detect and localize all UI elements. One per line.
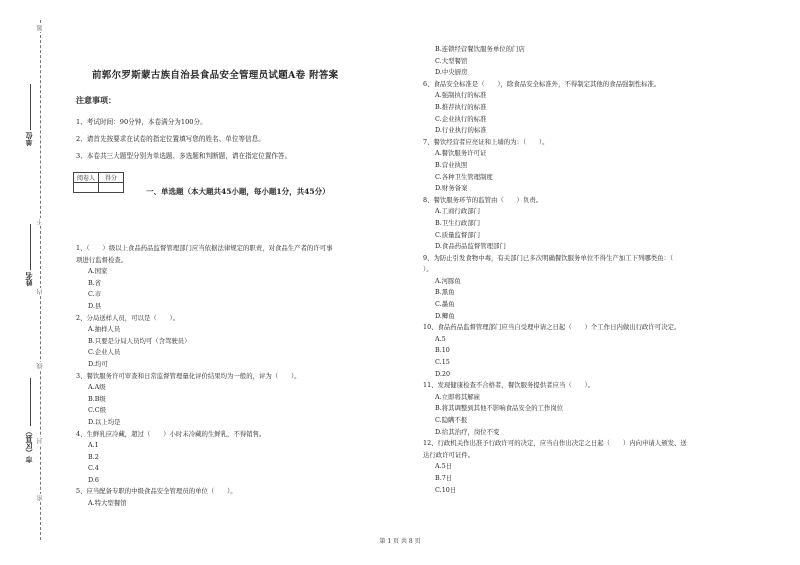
question-text: 项进行监督检查。	[76, 255, 128, 264]
district-field-line[interactable]	[30, 378, 31, 426]
binding-mark: 线	[37, 363, 44, 369]
binding-mark: 不	[37, 219, 44, 225]
notice-item: 1、考试时间：90分钟，本卷满分为100分。	[76, 118, 207, 126]
question-text: 11、发现健康检查不合格者，餐饮服务提供者应当（ ）。	[423, 381, 595, 390]
question-text: ）。	[423, 265, 433, 274]
answer-option: A.国家	[88, 267, 108, 276]
answer-option: C.企业执行的标准	[435, 114, 487, 123]
page-footer: 第 1 页 共 8 页	[379, 538, 421, 545]
section-title: 一、单选题（本大题共45小题，每小题1分，共45分）	[146, 187, 330, 196]
answer-option: C.隐瞒不报	[435, 416, 468, 424]
question-text: 10、食品药品监督管理部门应当自受理申请之日起（ ）个工作日内做出行政许可决定。	[423, 323, 681, 332]
unit-field-line[interactable]	[30, 84, 31, 130]
question-column-left	[76, 243, 333, 510]
answer-option: D.均可	[88, 359, 108, 368]
answer-option: A.1	[88, 441, 99, 450]
answer-option: C.C级	[88, 406, 106, 415]
answer-option: B.推荐执行的标准	[435, 102, 487, 111]
answer-option: B.10	[435, 346, 450, 355]
page-title: 前郭尔罗斯蒙古族自治县食品安全管理员试题A卷 附答案	[92, 70, 339, 81]
answer-option: B.营业执照	[435, 160, 468, 169]
answer-option: B.将其调整到其他不影响食品安全的工作岗位	[435, 404, 564, 413]
answer-option: B.省	[88, 278, 102, 287]
name-label: 姓名	[24, 272, 33, 286]
binding-dashed-line	[40, 20, 41, 540]
answer-option: C.企业人员	[88, 348, 121, 357]
answer-option: A.5日	[435, 462, 453, 471]
answer-option: C.质量监督部门	[435, 230, 481, 239]
answer-option: D.行业执行的标准	[435, 126, 487, 135]
answer-option: C.10日	[435, 485, 457, 494]
question-text: 达行政许可证件。	[423, 450, 475, 459]
answer-option: D.20	[435, 369, 451, 378]
question-text: 9、为防止引发食物中毒，有关部门已多次明确餐饮服务单位不得生产加工下列哪类鱼：（	[423, 253, 674, 262]
answer-option: B.黑鱼	[435, 288, 455, 297]
answer-option: C.4	[88, 464, 99, 473]
question-text: 3、餐饮服务许可审查和日常监督管理量化评价结果均为一般的，评为（ ）。	[76, 371, 301, 380]
answer-option: D.中央厨房	[435, 68, 468, 77]
answer-option: A.河豚鱼	[435, 276, 461, 285]
answer-option: B.只要是分局人员均可（含驾驶员）	[88, 336, 191, 345]
answer-option: C.墨鱼	[435, 300, 455, 309]
notice-heading: 注意事项：	[76, 95, 116, 105]
answer-option: A.餐饮服务许可证	[435, 149, 487, 158]
answer-option: B.2	[88, 452, 99, 461]
notice-item: 3、本卷共三大题型分别为单选题、多选题和判断题，请在指定位置作答。	[76, 152, 292, 160]
question-text: 5、应当配备专职的中级食品安全管理员的单位（ ）。	[76, 487, 237, 496]
answer-option: B.7日	[435, 473, 453, 482]
question-text: 1、（ ）级以上食品药品监督管理部门应当依据法律规定的职责，对食品生产者的许可事	[76, 244, 333, 252]
answer-option: A.立即将其解雇	[435, 392, 480, 401]
score-table	[73, 172, 124, 193]
answer-option: B.连锁经营餐饮服务单位的门店	[435, 45, 525, 53]
reviewer-cell: 阅卷人	[74, 173, 99, 183]
answer-option: D.以上均是	[88, 417, 121, 426]
question-text: 12、行政机关作出准予行政许可的决定，应当自作出决定之日起（ ）内向申请人颁发、送	[423, 439, 687, 448]
question-text: 8、餐饮服务环节的监管由（ ）负责。	[423, 195, 543, 204]
reviewer-input-cell[interactable]	[74, 183, 99, 193]
score-cell: 得分	[99, 173, 124, 183]
answer-option: B.卫生行政部门	[435, 218, 481, 227]
notice-item: 2、请首先按要求在试卷的指定位置填写您的姓名、单位等信息。	[76, 135, 265, 143]
unit-label: 单位	[24, 132, 33, 146]
answer-option: D.县	[88, 301, 102, 310]
binding-mark: 封	[37, 438, 44, 444]
answer-option: A.特大型餐馆	[88, 499, 127, 508]
binding-mark: 密	[37, 495, 44, 501]
question-text: 7、餐饮经营者应亮证和上墙的为：（ ）。	[423, 137, 549, 146]
answer-option: A.抽样人员	[88, 325, 121, 334]
question-text: 4、生鲜乳应冷藏，超过（ ）小时未冷藏的生鲜乳，不得销售。	[76, 429, 266, 438]
score-input-cell[interactable]	[99, 183, 124, 193]
answer-option: A.强制执行的标准	[435, 91, 487, 100]
binding-mark: 题	[37, 25, 44, 31]
name-field-line[interactable]	[30, 224, 31, 270]
answer-option: A.工商行政部门	[435, 207, 480, 216]
answer-option: A.5	[435, 334, 446, 343]
answer-option: C.市	[88, 290, 102, 299]
answer-option: C.各种卫生管理制度	[435, 172, 493, 181]
answer-option: D.6	[88, 475, 99, 484]
answer-option: C.15	[435, 358, 450, 367]
district-label: 市（区县）	[24, 428, 33, 463]
binding-mark: 内	[37, 289, 44, 295]
answer-option: C.大型餐馆	[435, 56, 468, 65]
answer-option: D.食品药品监督管理部门	[435, 242, 506, 251]
question-text: 2、分局送样人员，可以是（ ）。	[76, 313, 180, 322]
answer-option: B.B级	[88, 394, 106, 403]
question-column-right	[423, 44, 687, 496]
answer-option: D.给其治疗，岗位不变	[435, 427, 500, 436]
question-text: 6、食品安全标准是（ ），除食品安全标准外，不得制定其他的食品强制性标准。	[423, 79, 661, 88]
answer-option: D.鲫鱼	[435, 311, 455, 320]
answer-option: A.A级	[88, 383, 106, 392]
answer-option: D.财务备案	[435, 184, 468, 193]
